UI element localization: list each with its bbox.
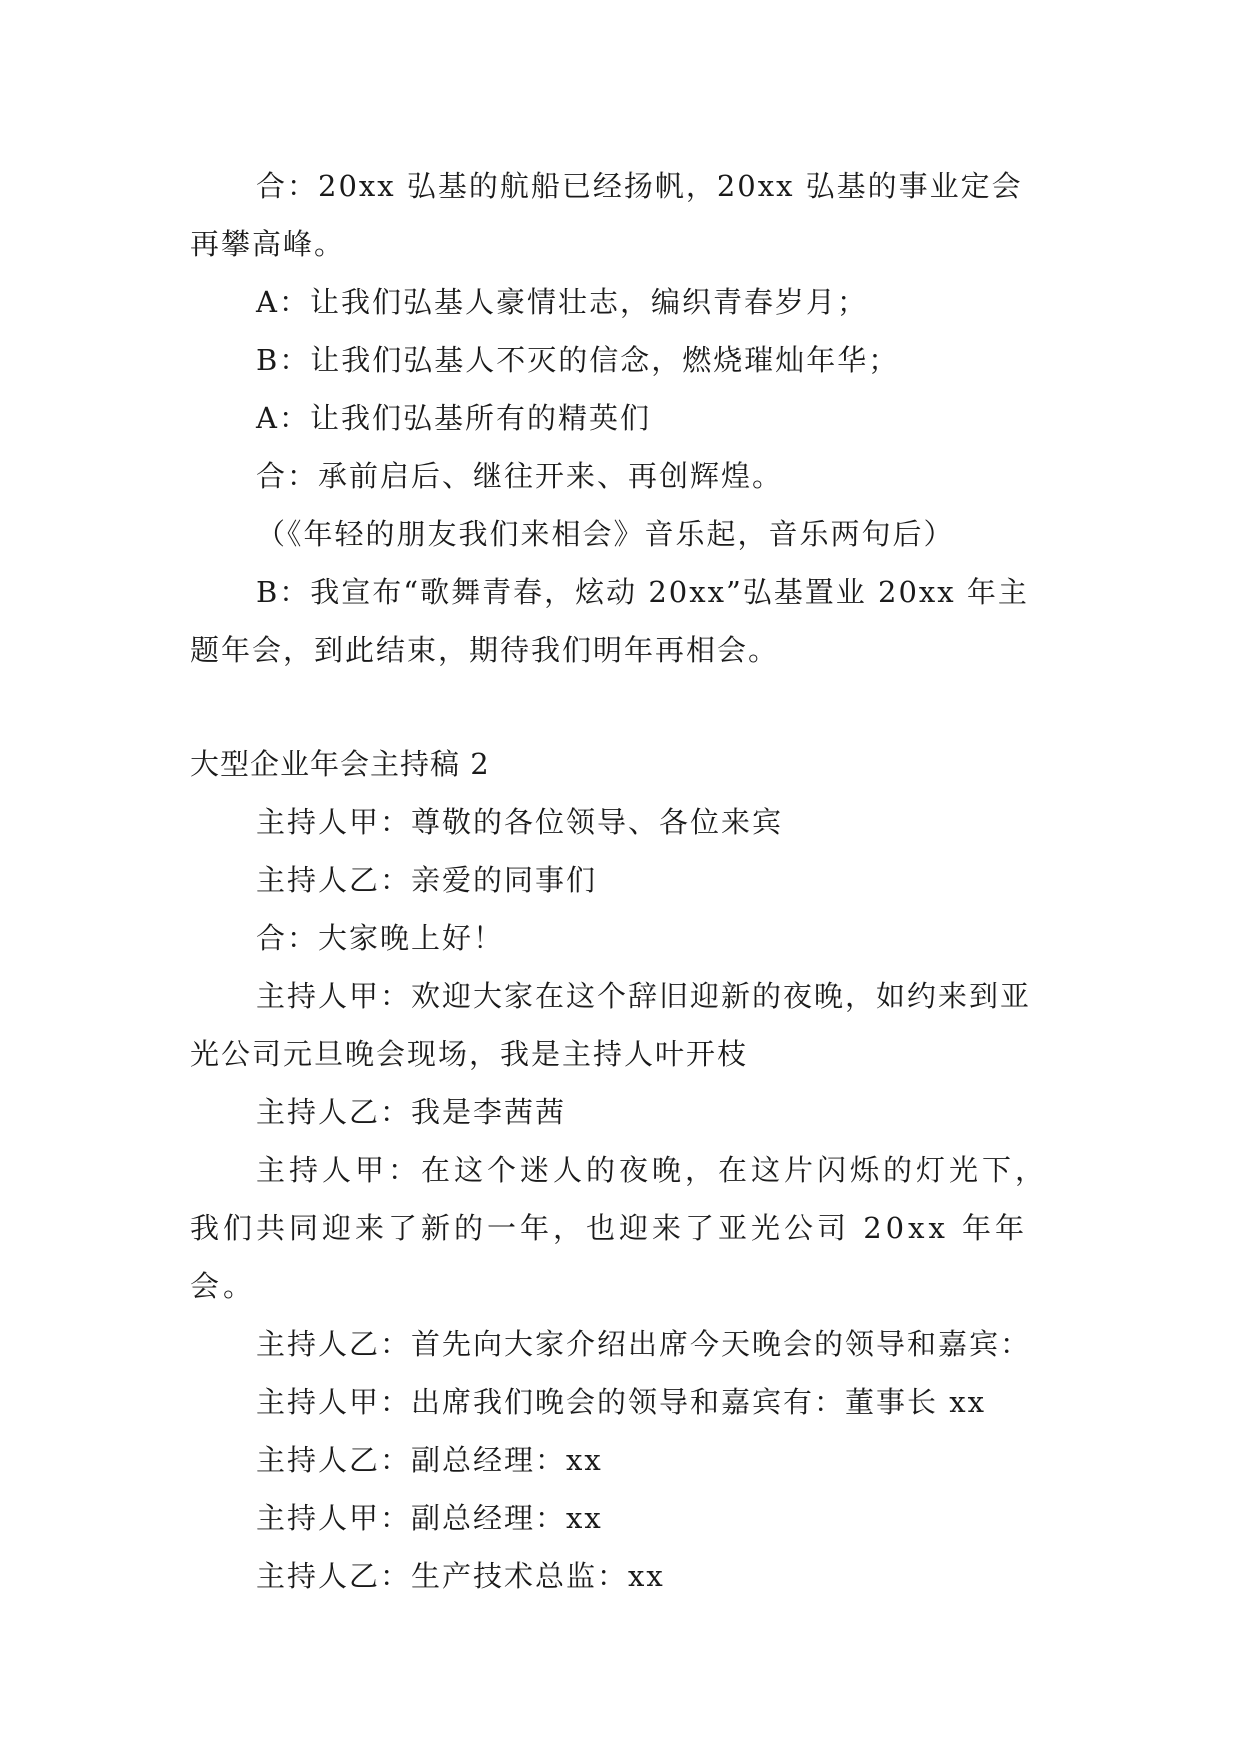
paragraph: B：我宣布“歌舞青春，炫动 20xx”弘基置业 20xx 年主题年会，到此结束，期待我们明年再相会。 <box>190 575 1029 667</box>
paragraph: 主持人乙：副总经理：xx <box>256 1443 603 1477</box>
paragraph: B：让我们弘基人不灭的信念，燃烧璀灿年华； <box>256 343 900 377</box>
paragraph: 合：承前启后、继往开来、再创辉煌。 <box>256 459 784 493</box>
paragraph: 主持人甲：在这个迷人的夜晚，在这片闪烁的灯光下，我们共同迎来了新的一年，也迎来了亚光公司 20xx 年年会。 <box>190 1153 1049 1303</box>
paragraph: 主持人甲：出席我们晚会的领导和嘉宾有：董事长 xx <box>256 1385 986 1419</box>
paragraph: A：让我们弘基所有的精英们 <box>256 401 651 435</box>
paragraph: 主持人甲：尊敬的各位领导、各位来宾 <box>256 805 784 839</box>
paragraph: A：让我们弘基人豪情壮志，编织青春岁月； <box>256 285 868 319</box>
paragraph: 合：大家晚上好！ <box>256 921 505 955</box>
paragraph: 主持人甲：欢迎大家在这个辞旧迎新的夜晚，如约来到亚光公司元旦晚会现场，我是主持人叶开枝 <box>190 979 1032 1071</box>
paragraph: 主持人乙：首先向大家介绍出席今天晚会的领导和嘉宾： <box>256 1327 1032 1361</box>
paragraph: 主持人乙：亲爱的同事们 <box>256 863 598 897</box>
paragraph: 合：20xx 弘基的航船已经扬帆，20xx 弘基的事业定会再攀高峰。 <box>190 169 1023 261</box>
section-title: 大型企业年会主持稿 2 <box>190 747 490 781</box>
paragraph: 主持人甲：副总经理：xx <box>256 1501 603 1535</box>
document-body <box>190 157 1050 1605</box>
paragraph: （《年轻的朋友我们来相会》音乐起，音乐两句后） <box>256 517 955 551</box>
paragraph: 主持人乙：生产技术总监：xx <box>256 1559 665 1593</box>
paragraph: 主持人乙：我是李茜茜 <box>256 1095 567 1129</box>
